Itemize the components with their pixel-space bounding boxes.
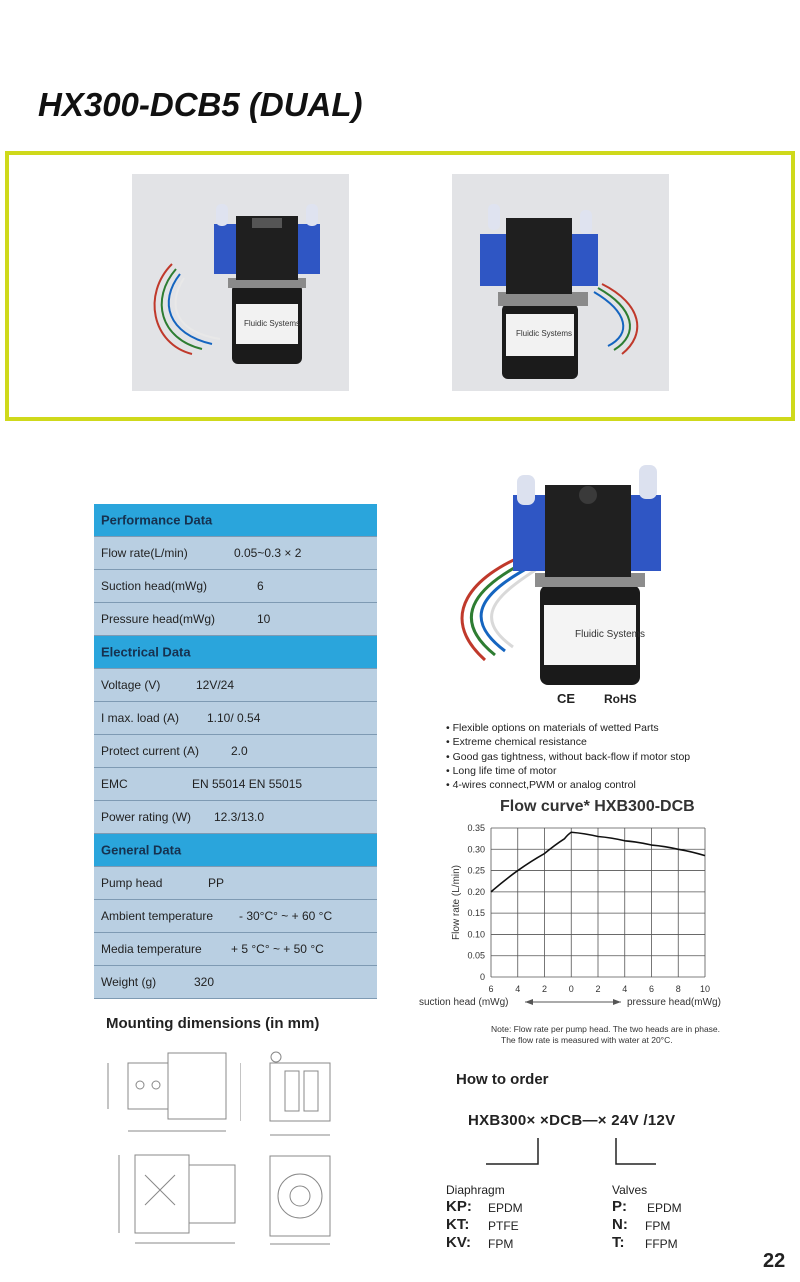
spec-section-header (94, 834, 377, 867)
x-tick-label: 0 (568, 984, 574, 994)
y-tick-label: 0.10 (467, 929, 485, 940)
x-tick-label: 6 (648, 984, 655, 994)
feature-item: • Extreme chemical resistance (446, 736, 587, 749)
x-tick-label: 2 (541, 984, 548, 994)
flow-curve-chart (415, 818, 745, 1018)
spec-label: Ambient temperature (101, 909, 214, 923)
order-model-code: HXB300× ×DCB—× 24V /12V (468, 1112, 676, 1129)
spec-value: + 5 °C° ~ + 50 °C (231, 942, 324, 956)
diaphragm-code: KT: (446, 1216, 470, 1233)
y-axis-label: Flow rate (L/min) (451, 864, 462, 941)
y-tick-label: 0.35 (467, 823, 485, 833)
spec-section-title: General Data (101, 842, 182, 858)
y-tick-label: 0.30 (467, 844, 485, 855)
rohs-mark: RoHS (604, 692, 637, 706)
photo-label: Fluidic Systems (244, 319, 301, 328)
valve-code: N: (612, 1216, 628, 1233)
diaphragm-material: EPDM (488, 1201, 523, 1215)
spec-label: Power rating (W) (101, 810, 192, 824)
diaphragm-title: Diaphragm (446, 1183, 505, 1197)
spec-row (94, 669, 377, 702)
spec-value: 12V/24 (196, 678, 235, 692)
ce-mark: CE (557, 691, 576, 706)
chart-note (491, 1024, 720, 1046)
spec-row (94, 603, 377, 636)
valve-code: P: (612, 1198, 627, 1215)
y-tick-label: 0.05 (467, 950, 485, 961)
spec-row (94, 966, 377, 999)
photo-frame (5, 151, 795, 421)
spec-value: 12.3/13.0 (214, 810, 265, 824)
spec-value: EN 55014 EN 55015 (192, 777, 303, 791)
spec-row (94, 867, 377, 900)
spec-row (94, 537, 377, 570)
spec-label: Weight (g) (101, 975, 157, 989)
pump-photo-side (452, 174, 669, 391)
x-axis-label-right: pressure head(mWg) (627, 997, 721, 1008)
valve-material: FPM (645, 1219, 671, 1233)
axis-arrow-left (525, 999, 533, 1005)
x-tick-label: 2 (595, 984, 601, 994)
order-bracket-lines (480, 1130, 680, 1172)
spec-section-title: Electrical Data (101, 644, 191, 660)
spec-label: Flow rate(L/min) (101, 546, 188, 560)
spec-value: 2.0 (231, 744, 248, 758)
pump-photo-main (425, 465, 685, 687)
spec-label: Pump head (101, 876, 163, 890)
photo-label-2: Fluidic Systems (516, 329, 573, 338)
x-tick-label: 10 (699, 984, 711, 994)
spec-row (94, 900, 377, 933)
spec-section-header (94, 504, 377, 537)
photo-label-3: Fluidic Systems (575, 629, 646, 640)
spec-row (94, 735, 377, 768)
feature-item: • Good gas tightness, without back-flow if motor stop (446, 750, 691, 763)
diaphragm-material: FPM (488, 1237, 514, 1251)
spec-value: PP (208, 876, 225, 890)
spec-value: 10 (257, 612, 271, 626)
page-title: HX300-DCB5 (DUAL) (38, 86, 363, 123)
spec-row (94, 768, 377, 801)
y-tick-label: 0.15 (467, 908, 485, 919)
mounting-title: Mounting dimensions (in mm) (106, 1015, 320, 1032)
spec-label: Protect current (A) (101, 744, 200, 758)
feature-item: • Flexible options on materials of wetted Parts (446, 722, 659, 734)
spec-row (94, 570, 377, 603)
chart-title: Flow curve* HXB300-DCB (500, 798, 695, 815)
y-tick-label: 0.20 (467, 886, 485, 897)
y-tick-label: 0 (479, 972, 485, 982)
spec-row (94, 933, 377, 966)
diaphragm-material: PTFE (488, 1219, 519, 1233)
spec-value: 1.10/ 0.54 (207, 711, 261, 725)
mounting-drawing-front (98, 1045, 238, 1140)
feature-item: • 4-wires connect,PWM or analog control (446, 779, 636, 792)
mounting-drawing-side (240, 1043, 350, 1143)
diaphragm-code: KP: (446, 1198, 472, 1215)
spec-label: EMC (101, 777, 128, 791)
x-axis-label-left: suction head (mWg) (419, 997, 509, 1008)
valve-material: FFPM (645, 1237, 678, 1251)
spec-label: Pressure head(mWg) (101, 612, 216, 626)
order-title: How to order (456, 1071, 549, 1088)
spec-label: Voltage (V) (101, 678, 161, 692)
x-tick-label: 4 (622, 984, 628, 994)
spec-row (94, 702, 377, 735)
spec-value: 0.05~0.3 × 2 (234, 546, 302, 560)
spec-label: Media temperature (101, 942, 202, 956)
x-tick-label: 8 (675, 984, 681, 994)
feature-item: • Long life time of motor (446, 764, 557, 777)
note-line: The flow rate is measured with water at 20°C. (501, 1035, 673, 1045)
pump-photo-front (132, 174, 349, 391)
mounting-drawing-top (105, 1145, 245, 1250)
x-tick-label: 4 (515, 984, 521, 994)
feature-list (446, 721, 690, 792)
spec-value: - 30°C° ~ + 60 °C (239, 909, 333, 923)
spec-row (94, 801, 377, 834)
mounting-drawing-end (260, 1148, 350, 1248)
valves-title: Valves (612, 1183, 648, 1197)
spec-value: 320 (194, 975, 215, 989)
y-tick-label: 0.25 (467, 865, 485, 876)
valve-code: T: (612, 1234, 625, 1251)
spec-label: Suction head(mWg) (101, 579, 208, 593)
x-tick-label: 6 (488, 984, 494, 994)
page-number: 22 (763, 1250, 786, 1272)
note-line: Note: Flow rate per pump head. The two heads are in phase. (491, 1024, 721, 1034)
spec-value: 6 (257, 579, 264, 593)
spec-section-title: Performance Data (101, 512, 213, 528)
diaphragm-code: KV: (446, 1234, 472, 1251)
valve-material: EPDM (647, 1201, 682, 1215)
spec-label: I max. load (A) (101, 711, 180, 725)
axis-arrow-right (613, 999, 621, 1005)
spec-section-header (94, 636, 377, 669)
spec-table (94, 504, 377, 999)
